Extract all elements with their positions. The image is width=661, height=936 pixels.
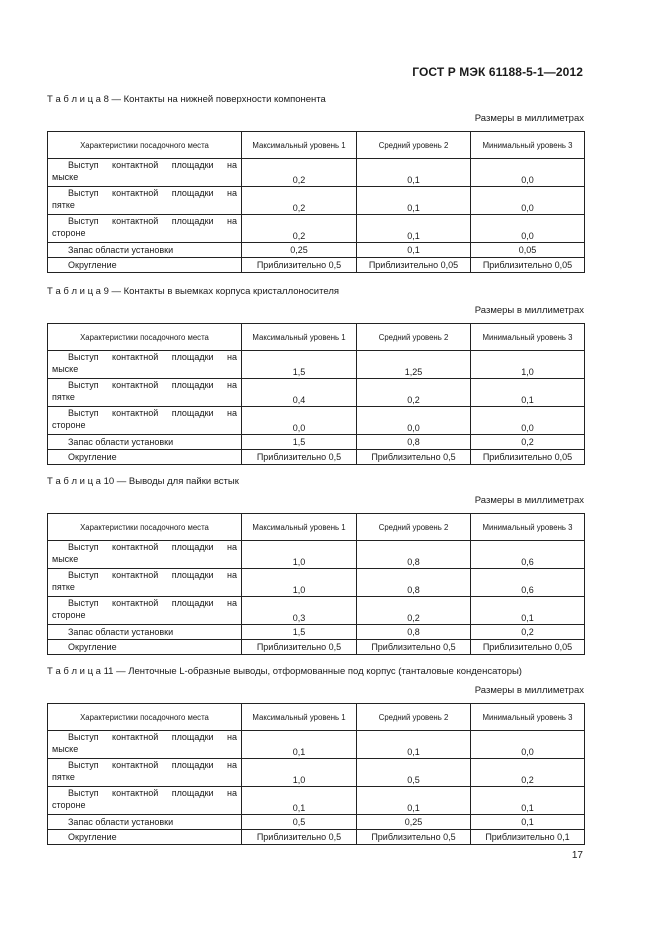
cell-value: 0,2 bbox=[242, 187, 357, 215]
table-row bbox=[48, 815, 585, 830]
cell-value: 0,1 bbox=[357, 243, 471, 258]
column-header: Характеристики посадочного места bbox=[48, 132, 242, 159]
row-label: Выступ контактной площадки на стороне bbox=[48, 787, 242, 815]
row-label: Запас области установки bbox=[48, 435, 242, 450]
table-caption: Т а б л и ц а 8 — Контакты на нижней поверхности компонента bbox=[47, 94, 326, 105]
cell-value: 0,0 bbox=[471, 731, 585, 759]
table-caption: Т а б л и ц а 9 — Контакты в выемках корпуса кристаллоносителя bbox=[47, 286, 340, 297]
column-header: Характеристики посадочного места bbox=[48, 514, 242, 541]
cell-value: Приблизительно 0,05 bbox=[357, 258, 471, 273]
row-label: Округление bbox=[48, 258, 242, 273]
header-row bbox=[48, 324, 585, 351]
cell-value: 0,1 bbox=[471, 815, 585, 830]
cell-value: 0,5 bbox=[242, 815, 357, 830]
column-header: Минимальный уровень 3 bbox=[471, 704, 585, 731]
row-label: Выступ контактной площадки на стороне bbox=[48, 597, 242, 625]
cell-value: 0,2 bbox=[471, 759, 585, 787]
row-label: Выступ контактной площадки на стороне bbox=[48, 215, 242, 243]
cell-value: 0,0 bbox=[242, 407, 357, 435]
cell-value: 0,25 bbox=[357, 815, 471, 830]
row-label: Выступ контактной площадки на пятке bbox=[48, 759, 242, 787]
column-header: Характеристики посадочного места bbox=[48, 324, 242, 351]
row-label: Выступ контактной площадки на стороне bbox=[48, 407, 242, 435]
cell-value: 0,1 bbox=[357, 731, 471, 759]
cell-value: Приблизительно 0,5 bbox=[357, 640, 471, 655]
column-header: Максимальный уровень 1 bbox=[242, 324, 357, 351]
row-label: Запас области установки bbox=[48, 625, 242, 640]
cell-value: 0,2 bbox=[471, 625, 585, 640]
cell-value: Приблизительно 0,5 bbox=[242, 258, 357, 273]
row-label: Выступ контактной площадки на пятке bbox=[48, 379, 242, 407]
cell-value: 0,0 bbox=[357, 407, 471, 435]
table-row bbox=[48, 258, 585, 273]
data-table bbox=[47, 703, 585, 845]
cell-value: 0,1 bbox=[357, 187, 471, 215]
units-note: Размеры в миллиметрах bbox=[474, 305, 584, 316]
cell-value: 1,0 bbox=[471, 351, 585, 379]
cell-value: Приблизительно 0,1 bbox=[471, 830, 585, 845]
table-row bbox=[48, 243, 585, 258]
header-row bbox=[48, 132, 585, 159]
column-header: Средний уровень 2 bbox=[357, 704, 471, 731]
table-caption: Т а б л и ц а 10 — Выводы для пайки встык bbox=[47, 476, 239, 487]
table-row bbox=[48, 407, 585, 435]
cell-value: Приблизительно 0,5 bbox=[242, 450, 357, 465]
cell-value: Приблизительно 0,5 bbox=[357, 450, 471, 465]
cell-value: 0,1 bbox=[357, 787, 471, 815]
table-row bbox=[48, 379, 585, 407]
table-caption: Т а б л и ц а 11 — Ленточные L-образные выводы, отформованные под корпус (танталовые конденсаторы) bbox=[47, 666, 522, 677]
header-row bbox=[48, 514, 585, 541]
table-row bbox=[48, 787, 585, 815]
cell-value: 0,8 bbox=[357, 541, 471, 569]
cell-value: 0,1 bbox=[471, 597, 585, 625]
cell-value: 0,1 bbox=[357, 215, 471, 243]
cell-value: 1,0 bbox=[242, 759, 357, 787]
row-label: Округление bbox=[48, 830, 242, 845]
document-code: ГОСТ Р МЭК 61188-5-1—2012 bbox=[412, 65, 583, 79]
column-header: Минимальный уровень 3 bbox=[471, 324, 585, 351]
cell-value: 0,25 bbox=[242, 243, 357, 258]
cell-value: 0,0 bbox=[471, 407, 585, 435]
table-row bbox=[48, 597, 585, 625]
cell-value: 0,2 bbox=[357, 379, 471, 407]
cell-value: Приблизительно 0,05 bbox=[471, 450, 585, 465]
table-row bbox=[48, 215, 585, 243]
units-note: Размеры в миллиметрах bbox=[474, 495, 584, 506]
cell-value: 0,6 bbox=[471, 541, 585, 569]
data-table bbox=[47, 131, 585, 273]
cell-value: 0,1 bbox=[242, 731, 357, 759]
column-header: Средний уровень 2 bbox=[357, 324, 471, 351]
column-header: Средний уровень 2 bbox=[357, 132, 471, 159]
cell-value: 1,5 bbox=[242, 351, 357, 379]
column-header: Максимальный уровень 1 bbox=[242, 132, 357, 159]
row-label: Выступ контактной площадки на мыске bbox=[48, 731, 242, 759]
cell-value: 0,8 bbox=[357, 569, 471, 597]
column-header: Характеристики посадочного места bbox=[48, 704, 242, 731]
cell-value: Приблизительно 0,05 bbox=[471, 640, 585, 655]
cell-value: 0,4 bbox=[242, 379, 357, 407]
cell-value: 0,2 bbox=[242, 159, 357, 187]
row-label: Запас области установки bbox=[48, 815, 242, 830]
column-header: Максимальный уровень 1 bbox=[242, 514, 357, 541]
table-row bbox=[48, 450, 585, 465]
data-table bbox=[47, 323, 585, 465]
table-row bbox=[48, 569, 585, 597]
units-note: Размеры в миллиметрах bbox=[474, 685, 584, 696]
column-header: Максимальный уровень 1 bbox=[242, 704, 357, 731]
cell-value: 0,5 bbox=[357, 759, 471, 787]
cell-value: 1,25 bbox=[357, 351, 471, 379]
column-header: Минимальный уровень 3 bbox=[471, 514, 585, 541]
header-row bbox=[48, 704, 585, 731]
row-label: Выступ контактной площадки на пятке bbox=[48, 187, 242, 215]
cell-value: 0,2 bbox=[242, 215, 357, 243]
table-row bbox=[48, 351, 585, 379]
table-section-10 bbox=[47, 475, 584, 655]
table-row bbox=[48, 731, 585, 759]
column-header: Минимальный уровень 3 bbox=[471, 132, 585, 159]
cell-value: 0,1 bbox=[471, 787, 585, 815]
cell-value: 0,6 bbox=[471, 569, 585, 597]
page-number: 17 bbox=[571, 850, 583, 861]
cell-value: 0,1 bbox=[357, 159, 471, 187]
table-row bbox=[48, 625, 585, 640]
row-label: Выступ контактной площадки на мыске bbox=[48, 159, 242, 187]
cell-value: Приблизительно 0,5 bbox=[242, 640, 357, 655]
row-label: Запас области установки bbox=[48, 243, 242, 258]
cell-value: 0,0 bbox=[471, 187, 585, 215]
table-row bbox=[48, 759, 585, 787]
table-row bbox=[48, 640, 585, 655]
table-section-8 bbox=[47, 93, 584, 273]
cell-value: 0,0 bbox=[471, 159, 585, 187]
cell-value: 0,1 bbox=[242, 787, 357, 815]
table-row bbox=[48, 435, 585, 450]
table-row bbox=[48, 541, 585, 569]
row-label: Округление bbox=[48, 640, 242, 655]
table-section-9 bbox=[47, 285, 584, 465]
cell-value: 1,0 bbox=[242, 541, 357, 569]
cell-value: 0,1 bbox=[471, 379, 585, 407]
cell-value: 0,2 bbox=[357, 597, 471, 625]
table-section-11 bbox=[47, 665, 584, 845]
data-table bbox=[47, 513, 585, 655]
row-label: Выступ контактной площадки на мыске bbox=[48, 351, 242, 379]
cell-value: 0,2 bbox=[471, 435, 585, 450]
cell-value: Приблизительно 0,05 bbox=[471, 258, 585, 273]
row-label: Выступ контактной площадки на мыске bbox=[48, 541, 242, 569]
cell-value: 0,8 bbox=[357, 625, 471, 640]
column-header: Средний уровень 2 bbox=[357, 514, 471, 541]
units-note: Размеры в миллиметрах bbox=[474, 113, 584, 124]
cell-value: 0,05 bbox=[471, 243, 585, 258]
row-label: Выступ контактной площадки на пятке bbox=[48, 569, 242, 597]
row-label: Округление bbox=[48, 450, 242, 465]
cell-value: Приблизительно 0,5 bbox=[242, 830, 357, 845]
table-row bbox=[48, 159, 585, 187]
cell-value: 1,5 bbox=[242, 435, 357, 450]
cell-value: 0,8 bbox=[357, 435, 471, 450]
cell-value: 1,0 bbox=[242, 569, 357, 597]
table-row bbox=[48, 187, 585, 215]
cell-value: 0,3 bbox=[242, 597, 357, 625]
table-row bbox=[48, 830, 585, 845]
cell-value: 1,5 bbox=[242, 625, 357, 640]
cell-value: Приблизительно 0,5 bbox=[357, 830, 471, 845]
cell-value: 0,0 bbox=[471, 215, 585, 243]
